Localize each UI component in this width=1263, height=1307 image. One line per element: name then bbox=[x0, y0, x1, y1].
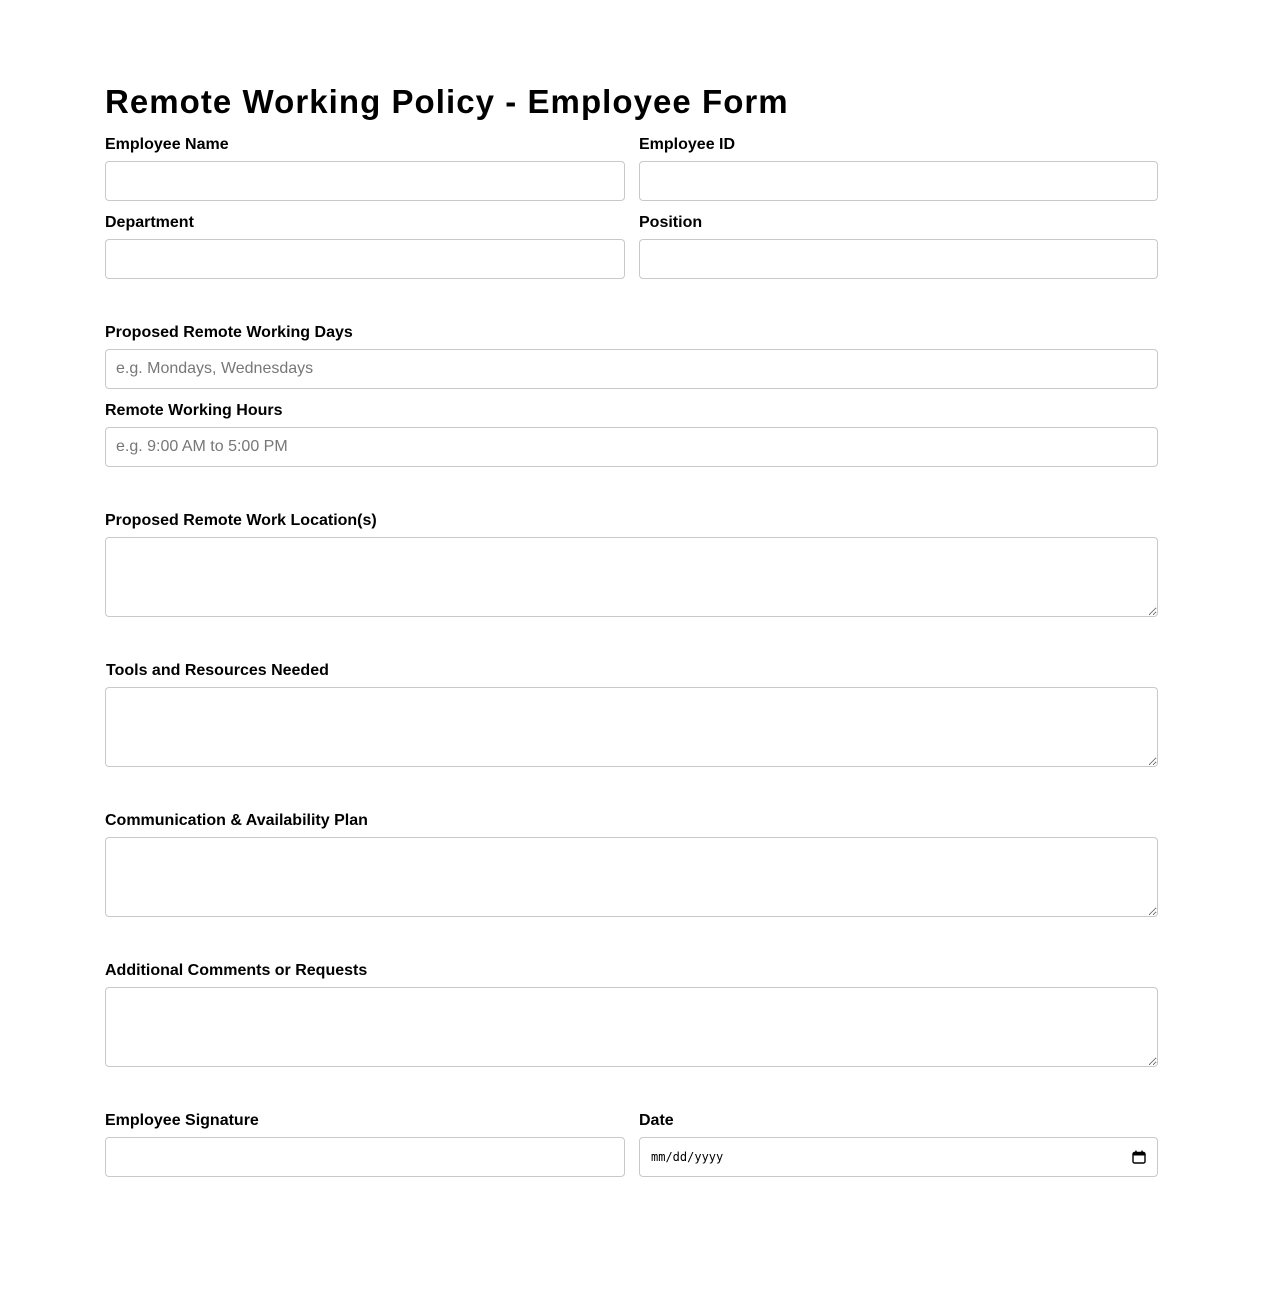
employee-name-field[interactable] bbox=[105, 161, 625, 201]
communication-label: Communication & Availability Plan bbox=[105, 812, 368, 829]
remote-days-field[interactable] bbox=[105, 349, 1158, 389]
position-field[interactable] bbox=[639, 239, 1158, 279]
communication-textarea[interactable] bbox=[105, 837, 1158, 917]
date-input[interactable] bbox=[639, 1137, 1158, 1177]
employee-id-label: Employee ID bbox=[639, 136, 736, 153]
date-label: Date bbox=[639, 1112, 674, 1129]
position-label: Position bbox=[639, 214, 703, 231]
locations-textarea[interactable] bbox=[105, 537, 1158, 617]
locations-label: Proposed Remote Work Location(s) bbox=[105, 512, 377, 529]
calendar-icon[interactable] bbox=[1132, 1150, 1146, 1164]
signature-field[interactable] bbox=[105, 1137, 625, 1177]
department-label: Department bbox=[105, 214, 194, 231]
date-format-placeholder[interactable]: mm/dd/yyyy bbox=[651, 1150, 724, 1164]
remote-days-label: Proposed Remote Working Days bbox=[105, 324, 353, 341]
department-field[interactable] bbox=[105, 239, 625, 279]
tools-label: Tools and Resources Needed bbox=[106, 662, 329, 679]
comments-label: Additional Comments or Requests bbox=[105, 962, 368, 979]
remote-hours-field[interactable] bbox=[105, 427, 1158, 467]
employee-name-label: Employee Name bbox=[105, 136, 229, 153]
comments-textarea[interactable] bbox=[105, 987, 1158, 1067]
signature-label: Employee Signature bbox=[105, 1112, 259, 1129]
remote-hours-label: Remote Working Hours bbox=[105, 402, 283, 419]
employee-id-field[interactable] bbox=[639, 161, 1158, 201]
tools-textarea[interactable] bbox=[105, 687, 1158, 767]
page-title: Remote Working Policy - Employee Form bbox=[105, 83, 789, 120]
